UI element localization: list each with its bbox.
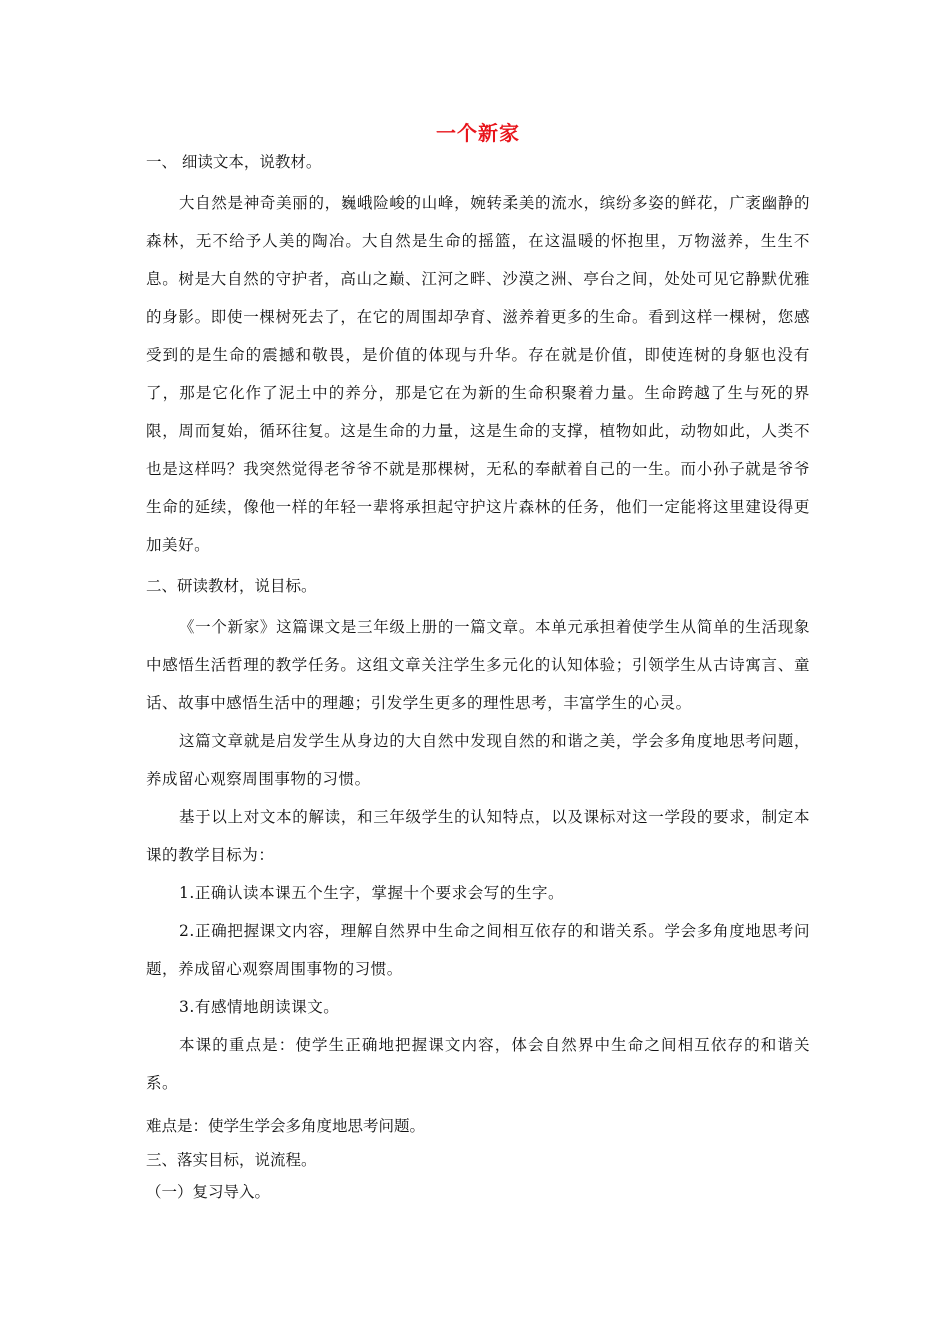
spacer: [146, 564, 810, 576]
goal-item-2: 2.正确把握课文内容，理解自然界中生命之间相互依存的和谐关系。学会多角度地思考问题，养成留心观察周围事物的习惯。: [146, 922, 810, 978]
key-point-text: 本课的重点是：使学生正确地把握课文内容，体会自然界中生命之间相互依存的和谐关系。: [146, 1036, 810, 1092]
spacer: [146, 1170, 810, 1182]
spacer: [146, 1102, 810, 1116]
section-2-paragraph-1: 《一个新家》这篇课文是三年级上册的一篇文章。本单元承担着使学生从简单的生活现象中感悟生活哲理的教学任务。这组文章关注学生多元化的认知体验；引领学生从古诗寓言、童话、故事中感悟生活中的理趣；引发学生更多的理性思考，丰富学生的心灵。: [146, 618, 810, 712]
section-1-heading: 一、 细读文本，说教材。: [146, 153, 322, 171]
document-title: 一个新家: [436, 121, 520, 145]
section-1-paragraph: 大自然是神奇美丽的，巍峨险峻的山峰，婉转柔美的流水，缤纷多姿的鲜花，广袤幽静的森林，无不给予人美的陶冶。大自然是生命的摇篮，在这温暖的怀抱里，万物滋养，生生不息。树是大自然的守护者，高山之巅、江河之畔、沙漠之洲、亭台之间，处处可见它静默优雅的身影。即使一棵树死去了，在它的周围却孕育、滋养着更多的生命。看到这样一棵树，您感受到的是生命的震撼和敬畏，是价值的体现与升华。存在就是价值，即使连树的身躯也没有了，那是它化作了泥土中的养分，那是它在为新的生命积聚着力量。生命跨越了生与死的界限，周而复始，循环往复。这是生命的力量，这是生命的支撑，植物如此，动物如此，人类不也是这样吗？我突然觉得老爷爷不就是那棵树，无私的奉献着自己的一生。而小孙子就是爷爷生命的延续，像他一样的年轻一辈将承担起守护这片森林的任务，他们一定能将这里建设得更加美好。: [146, 194, 810, 554]
section-2-paragraph-2: 这篇文章就是启发学生从身边的大自然中发现自然的和谐之美，学会多角度地思考问题，养成留心观察周围事物的习惯。: [146, 732, 810, 788]
spacer: [146, 172, 810, 184]
section-2-heading: 二、研读教材，说目标。: [146, 577, 317, 595]
section-3-heading: 三、落实目标，说流程。: [146, 1151, 317, 1169]
subsection-1-heading: （一）复习导入。: [146, 1183, 271, 1201]
spacer: [146, 596, 810, 608]
section-2-paragraph-3: 基于以上对文本的解读，和三年级学生的认知特点，以及课标对这一学段的要求，制定本课的教学目标为：: [146, 808, 810, 864]
goal-item-3: 3.有感情地朗读课文。: [179, 998, 340, 1016]
document-page: [146, 118, 810, 1202]
spacer: [146, 1136, 810, 1150]
goal-item-1: 1.正确认读本课五个生字，掌握十个要求会写的生字。: [179, 884, 565, 902]
difficulty-text: 难点是：使学生学会多角度地思考问题。: [146, 1117, 426, 1135]
